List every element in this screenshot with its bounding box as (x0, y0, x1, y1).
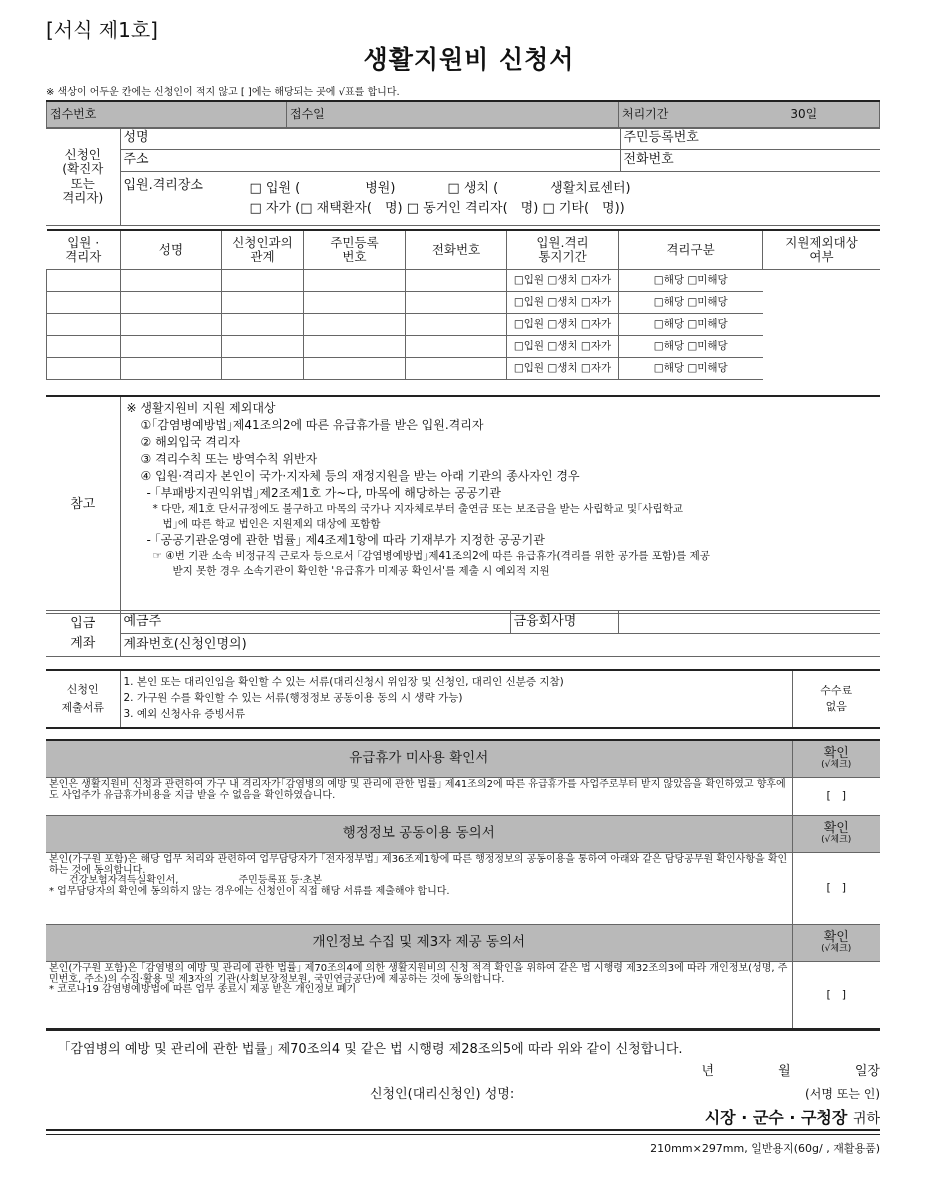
recipient-name: 시장 · 군수 · 구청장 (704, 1108, 848, 1127)
ref-line: * 다만, 제1호 단서규정에도 불구하고 마목의 국가나 지자체로부터 출연금 또는 보조금을 받는 사립학교 및｢사립학교 (152, 503, 683, 515)
document-item: 2. 가구원 수를 확인할 수 있는 서류(행정정보 공동이용 동의 시 생략 가능) (123, 692, 463, 705)
person-input-cell[interactable] (121, 292, 222, 314)
id-label: 주민등록번호 (623, 130, 699, 146)
year-label: 년 (701, 1064, 715, 1079)
recipient-honorific: 귀하 (852, 1111, 880, 1127)
consent-check-header (792, 816, 880, 853)
form-note: ※ 색상이 어두운 칸에는 신청인이 적지 않고 [ ]에는 해당되는 곳에 √표를 합니다. (46, 87, 400, 98)
declaration-text: ｢감염병의 예방 및 관리에 관한 법률｣ 제70조의4 및 같은 법 시행령 제28조의5에 따라 위와 같이 신청합니다. (64, 1042, 683, 1057)
signature-field[interactable]: (서명 또는 인) (805, 1087, 880, 1101)
applicant-table (46, 127, 880, 226)
consent-title: 유급휴가 미사용 확인서 (46, 740, 792, 778)
account-holder-field[interactable] (120, 611, 510, 634)
person-input-cell[interactable] (406, 292, 507, 314)
person-input-cell[interactable] (47, 358, 121, 380)
ref-line: ※ 생활지원비 지원 제외대상 (126, 401, 276, 415)
applicant-address-field[interactable] (120, 150, 620, 172)
table-row (47, 314, 881, 336)
application-date[interactable] (701, 1060, 880, 1079)
persons-header-cell: 전화번호 (406, 230, 507, 270)
person-input-cell[interactable] (406, 336, 507, 358)
recipient (705, 1105, 880, 1128)
address-label: 주소 (123, 152, 149, 168)
exclusion-options[interactable]: □해당 □미해당 (619, 270, 763, 292)
name-label: 성명 (123, 130, 149, 146)
ref-line: ①｢감염병예방법｣제41조의2에 따른 유급휴가를 받은 입원.격리자 (140, 418, 484, 432)
ref-line: ② 해외입국 격리자 (140, 435, 241, 449)
exclusion-options[interactable]: □해당 □미해당 (619, 358, 763, 380)
exclusion-options[interactable]: □해당 □미해당 (619, 292, 763, 314)
bank-label: 금융회사명 (510, 611, 618, 634)
check-label: 확인 (823, 745, 849, 761)
receipt-table (46, 100, 880, 129)
table-row (47, 358, 881, 380)
person-input-cell[interactable] (222, 336, 304, 358)
documents-list (120, 670, 792, 728)
person-input-cell[interactable] (222, 292, 304, 314)
account-number-field[interactable] (120, 634, 880, 657)
person-input-cell[interactable] (304, 358, 406, 380)
persons-header-cell: 지원제외대상 여부 (763, 230, 881, 270)
persons-header-cell: 성명 (121, 230, 222, 270)
person-input-cell[interactable] (47, 336, 121, 358)
person-input-cell[interactable] (47, 314, 121, 336)
ref-line: ③ 격리수칙 또는 방역수칙 위반자 (140, 452, 318, 466)
day-label: 일장 (854, 1064, 880, 1079)
isolation-type-options[interactable]: □입원 □생치 □자가 (507, 358, 619, 380)
person-input-cell[interactable] (406, 314, 507, 336)
processing-period-value: 30일 (729, 101, 880, 129)
bottom-rule (46, 1129, 880, 1131)
documents-table (46, 669, 880, 729)
page-title: 생활지원비 신청서 (363, 45, 575, 74)
person-input-cell[interactable] (304, 314, 406, 336)
reference-body (120, 396, 880, 614)
fee-note: 수수료 없음 (792, 670, 880, 728)
documents-label: 신청인 제출서류 (46, 670, 120, 728)
account-number-label: 계좌번호(신청인명의) (123, 636, 247, 652)
document-item: 3. 예외 신청사유 증빙서류 (123, 707, 245, 720)
consent-text: 본인은 생활지원비 신청과 관련하여 가구 내 격리자가｢감염병의 예방 및 관리에 관한 법률｣ 제41조의2에 따른 유급휴가를 사업주로부터 받지 않았음을 확인하였고 향후에도 사업주가 유급휴가비용을 지급 받을 수 없음을 확인하였습니다. (46, 778, 792, 816)
person-input-cell[interactable] (47, 292, 121, 314)
consent-checkbox[interactable]: [ ] (792, 778, 880, 816)
exclusion-options[interactable]: □해당 □미해당 (619, 314, 763, 336)
document-item: 1. 본인 또는 대리인임을 확인할 수 있는 서류(대리신청시 위임장 및 신청인, 대리인 신분증 지참) (123, 676, 564, 689)
person-input-cell[interactable] (222, 358, 304, 380)
consent-checkbox[interactable]: [ ] (792, 853, 880, 925)
consent-checkbox[interactable]: [ ] (792, 962, 880, 1030)
consent-check-header (792, 925, 880, 962)
reference-label: 참고 (46, 396, 120, 614)
ref-line: 받지 못한 경우 소속기관이 확인한 '유급휴가 미제공 확인서'를 제출 시 예외적 지원 (172, 565, 550, 577)
applicant-name-field[interactable] (120, 128, 620, 150)
applicant-section-label: 신청인 (확진자 또는 격리자) (46, 128, 120, 226)
persons-table (46, 229, 880, 380)
table-row (47, 292, 881, 314)
person-input-cell[interactable] (222, 314, 304, 336)
person-input-cell[interactable] (121, 314, 222, 336)
paper-spec: 210mm×297mm, 일반용지(60g/ , 재활용품) (650, 1142, 880, 1155)
person-input-cell[interactable] (406, 270, 507, 292)
ref-line: - ｢공공기관운영에 관한 법률｣ 제4조제1항에 따라 기재부가 지정한 공공기관 (146, 533, 545, 547)
consent-text: 본인(가구원 포함)은 ｢감염병의 예방 및 관리에 관한 법률｣ 제70조의4에 의한 생활지원비의 신청 적격 확인을 위하여 같은 법 시행령 제32조의3에 따라 개인정보(성명, 주민번호, 주소)의 수집·활용 및 제3자의 기관(사회보장정보원, 국민연금공단)에 제공하는 것에 동의합니다. * 코로나19 감염병예방법에 따른 업무 종료시 제공 받은 개인정보 폐기 (46, 962, 792, 1030)
month-label: 월 (778, 1064, 791, 1079)
bank-field[interactable] (618, 611, 880, 634)
consent-table (46, 739, 880, 1031)
persons-header-cell: 신청인과의 관계 (222, 230, 304, 270)
check-label: 확인 (823, 929, 849, 945)
processing-period-label: 처리기간 (619, 101, 729, 129)
receipt-date-label: 접수일 (287, 101, 619, 129)
isolation-type-options[interactable]: □입원 □생치 □자가 (507, 336, 619, 358)
consent-title: 행정정보 공동이용 동의서 (46, 816, 792, 853)
form-number: [서식 제1호] (46, 18, 158, 42)
holder-label: 예금주 (123, 613, 162, 629)
person-input-cell[interactable] (304, 292, 406, 314)
table-row (47, 336, 881, 358)
receipt-number-label: 접수번호 (47, 101, 287, 129)
persons-header-cell: 격리구분 (619, 230, 763, 270)
consent-check-header (792, 740, 880, 778)
exclusion-options[interactable]: □해당 □미해당 (619, 336, 763, 358)
bottom-rule-thin (46, 1134, 880, 1135)
footer-divider (46, 1028, 880, 1030)
consent-text: 본인(가구원 포함)은 해당 업무 처리와 관련하여 업무담당자가 ｢전자정부법｣ 제36조제1항에 따른 행정정보의 공동이용을 통하여 아래와 같은 담당공무원 확인사항을 확인하는 것에 동의합니다. 건강보험자격득실확인서, 주민등록표 등·초본 * 업무담당자의 확인에 동의하지 않는 경우에는 신청인이 직접 해당 서류를 제출해야 합니다. (46, 853, 792, 925)
ref-line: 법｣에 따른 학교 법인은 지원제외 대상에 포함함 (162, 518, 381, 530)
persons-header-cell: 주민등록 번호 (304, 230, 406, 270)
check-sub-label: (√체크) (821, 944, 852, 955)
person-input-cell[interactable] (47, 270, 121, 292)
place-option-line-2[interactable]: □ 자가 (□ 재택환자( 명) □ 동거인 격리자( 명) □ 기타( 명)) (249, 200, 625, 216)
ref-line: ④ 입원·격리자 본인이 국가·지자체 등의 재정지원을 받는 아래 기관의 종사자인 경우 (140, 469, 580, 483)
persons-section-label: 입원 · 격리자 (47, 230, 121, 270)
applicant-phone-field[interactable] (620, 150, 880, 172)
person-input-cell[interactable] (222, 270, 304, 292)
reference-table (46, 395, 880, 614)
isolation-type-options[interactable]: □입원 □생치 □자가 (507, 314, 619, 336)
ref-line: - ｢부패방지권익위법｣제2조제1호 가~다, 마목에 해당하는 공공기관 (146, 486, 501, 500)
isolation-type-options[interactable]: □입원 □생치 □자가 (507, 270, 619, 292)
applicant-id-field[interactable] (620, 128, 880, 150)
person-input-cell[interactable] (406, 358, 507, 380)
signer-label: 신청인(대리신청인) 성명: (370, 1087, 515, 1102)
check-sub-label: (√체크) (821, 760, 852, 771)
person-input-cell[interactable] (121, 270, 222, 292)
person-input-cell[interactable] (121, 358, 222, 380)
persons-header-cell: 입원.격리 통지기간 (507, 230, 619, 270)
account-table (46, 610, 880, 657)
check-sub-label: (√체크) (821, 835, 852, 846)
isolation-type-options[interactable]: □입원 □생치 □자가 (507, 292, 619, 314)
place-option-line-1[interactable]: □ 입원 ( 병원) □ 생치 ( 생활치료센터) (249, 180, 631, 196)
place-label: 입원.격리장소 (123, 177, 203, 193)
table-row (47, 270, 881, 292)
account-label: 입금 계좌 (46, 611, 120, 657)
phone-label: 전화번호 (623, 152, 674, 168)
person-input-cell[interactable] (304, 270, 406, 292)
person-input-cell[interactable] (304, 336, 406, 358)
ref-line: ☞ ④번 기관 소속 비정규직 근로자 등으로서 ｢감염병예방법｣제41조의2에 따른 유급휴가(격리를 위한 공가를 포함)를 제공 (152, 550, 710, 562)
consent-title: 개인정보 수집 및 제3자 제공 동의서 (46, 925, 792, 962)
check-label: 확인 (823, 820, 849, 836)
person-input-cell[interactable] (121, 336, 222, 358)
